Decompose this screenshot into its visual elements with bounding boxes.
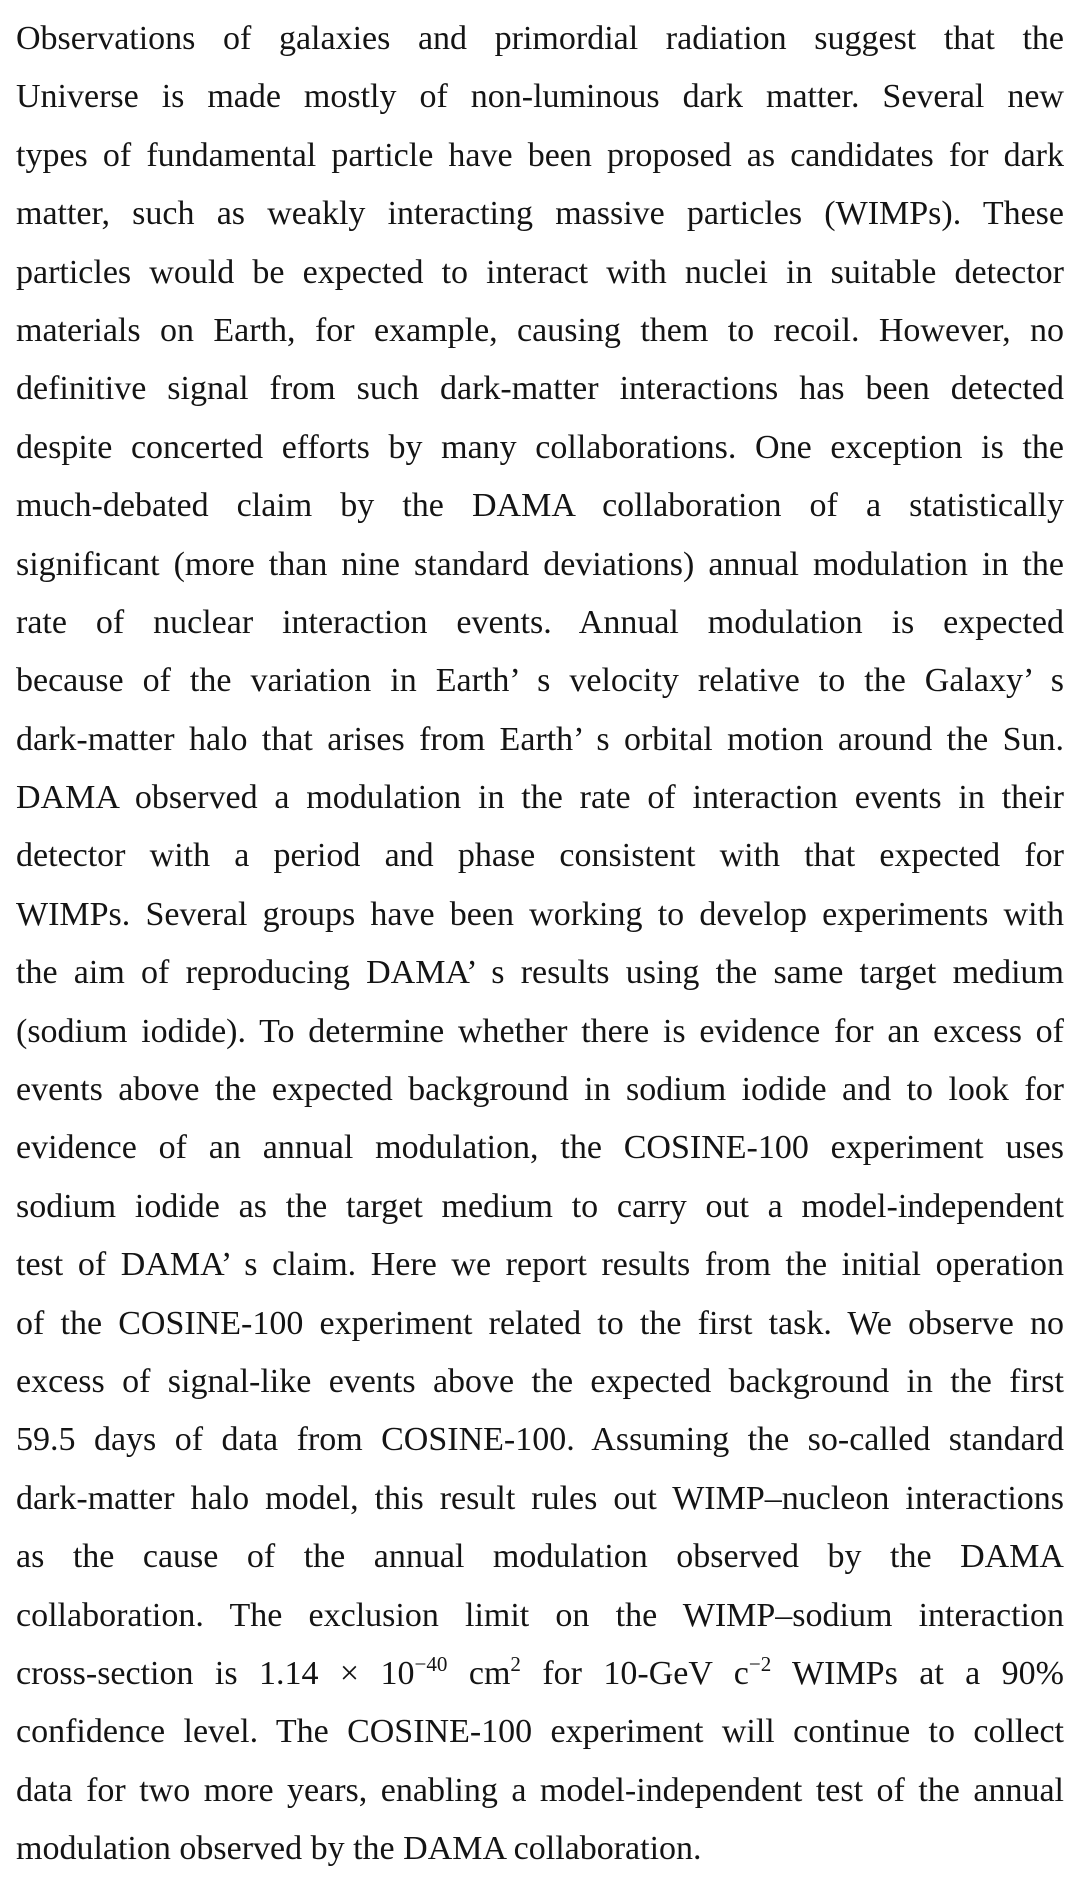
text-line-22: test of DAMA’ s claim. Here we report results from the initial operation (16, 1246, 1064, 1284)
text-line-17: the aim of reproducing DAMA’ s results using the same target medium (16, 954, 1064, 992)
cross-section-unit: cm (447, 1654, 511, 1692)
text-line-7: definitive signal from such dark-matter interactions has been detected (16, 370, 1064, 408)
text-line-12: because of the variation in Earth’ s velocity relative to the Galaxy’ s (16, 662, 1064, 700)
text-line-6: materials on Earth, for example, causing them to recoil. However, no (16, 311, 1064, 349)
text-line-3: types of fundamental particle have been proposed as candidates for dark (16, 136, 1064, 174)
text-line-8: despite concerted efforts by many collaborations. One exception is the (16, 428, 1064, 466)
text-line-24: excess of signal-like events above the expected background in the first (16, 1362, 1064, 1400)
text-line-18: (sodium iodide). To determine whether there is evidence for an excess of (16, 1012, 1064, 1050)
text-line-28: collaboration. The exclusion limit on the WIMP–sodium interaction (16, 1596, 1064, 1634)
exponent-minus-40: −40 (414, 1651, 448, 1676)
text-line-32: modulation observed by the DAMA collaboration. (16, 1830, 702, 1868)
text-line-2: Universe is made mostly of non-luminous dark matter. Several new (16, 78, 1064, 116)
text-line-25: 59.5 days of data from COSINE-100. Assuming the so-called standard (16, 1421, 1064, 1459)
text-line-30: confidence level. The COSINE-100 experiment will continue to collect (16, 1713, 1064, 1751)
text-line-27: as the cause of the annual modulation observed by the DAMA (16, 1538, 1064, 1576)
text-line-26: dark-matter halo model, this result rules out WIMP–nucleon interactions (16, 1479, 1064, 1517)
text-line-20: evidence of an annual modulation, the COSINE-100 experiment uses (16, 1129, 1064, 1167)
text-line-21: sodium iodide as the target medium to carry out a model-independent (16, 1187, 1064, 1225)
text-line-1: Observations of galaxies and primordial radiation suggest that the (16, 20, 1064, 57)
text-line-9: much-debated claim by the DAMA collaboration of a statistically (16, 487, 1064, 525)
text-line-10: significant (more than nine standard deviations) annual modulation in the (16, 545, 1064, 583)
text-line-31: data for two more years, enabling a model-independent test of the annual (16, 1771, 1064, 1809)
text-line-23: of the COSINE-100 experiment related to the first task. We observe no (16, 1304, 1064, 1342)
text-line-14: DAMA observed a modulation in the rate of interaction events in their (16, 779, 1064, 817)
cross-section-suffix: WIMPs at a 90% (771, 1654, 1064, 1692)
text-line-16: WIMPs. Several groups have been working to develop experiments with (16, 895, 1064, 933)
text-line-11: rate of nuclear interaction events. Annual modulation is expected (16, 603, 1064, 641)
text-line-13: dark-matter halo that arises from Earth’ s orbital motion around the Sun. (16, 720, 1064, 758)
text-line-15: detector with a period and phase consistent with that expected for (16, 837, 1064, 875)
cross-section-prefix: cross-section is 1.14 × 10 (16, 1654, 415, 1692)
text-line-4: matter, such as weakly interacting massive particles (WIMPs). These (16, 195, 1064, 233)
exponent-2: 2 (510, 1651, 521, 1676)
text-line-19: events above the expected background in sodium iodide and to look for (16, 1071, 1064, 1109)
exponent-minus-2: −2 (748, 1651, 772, 1676)
text-line-5: particles would be expected to interact with nuclei in suitable detector (16, 253, 1064, 291)
cross-section-mass: for 10-GeV c (520, 1654, 749, 1692)
abstract-paragraph (16, 10, 1064, 1879)
text-line-29-cross-section (16, 1645, 1064, 1703)
